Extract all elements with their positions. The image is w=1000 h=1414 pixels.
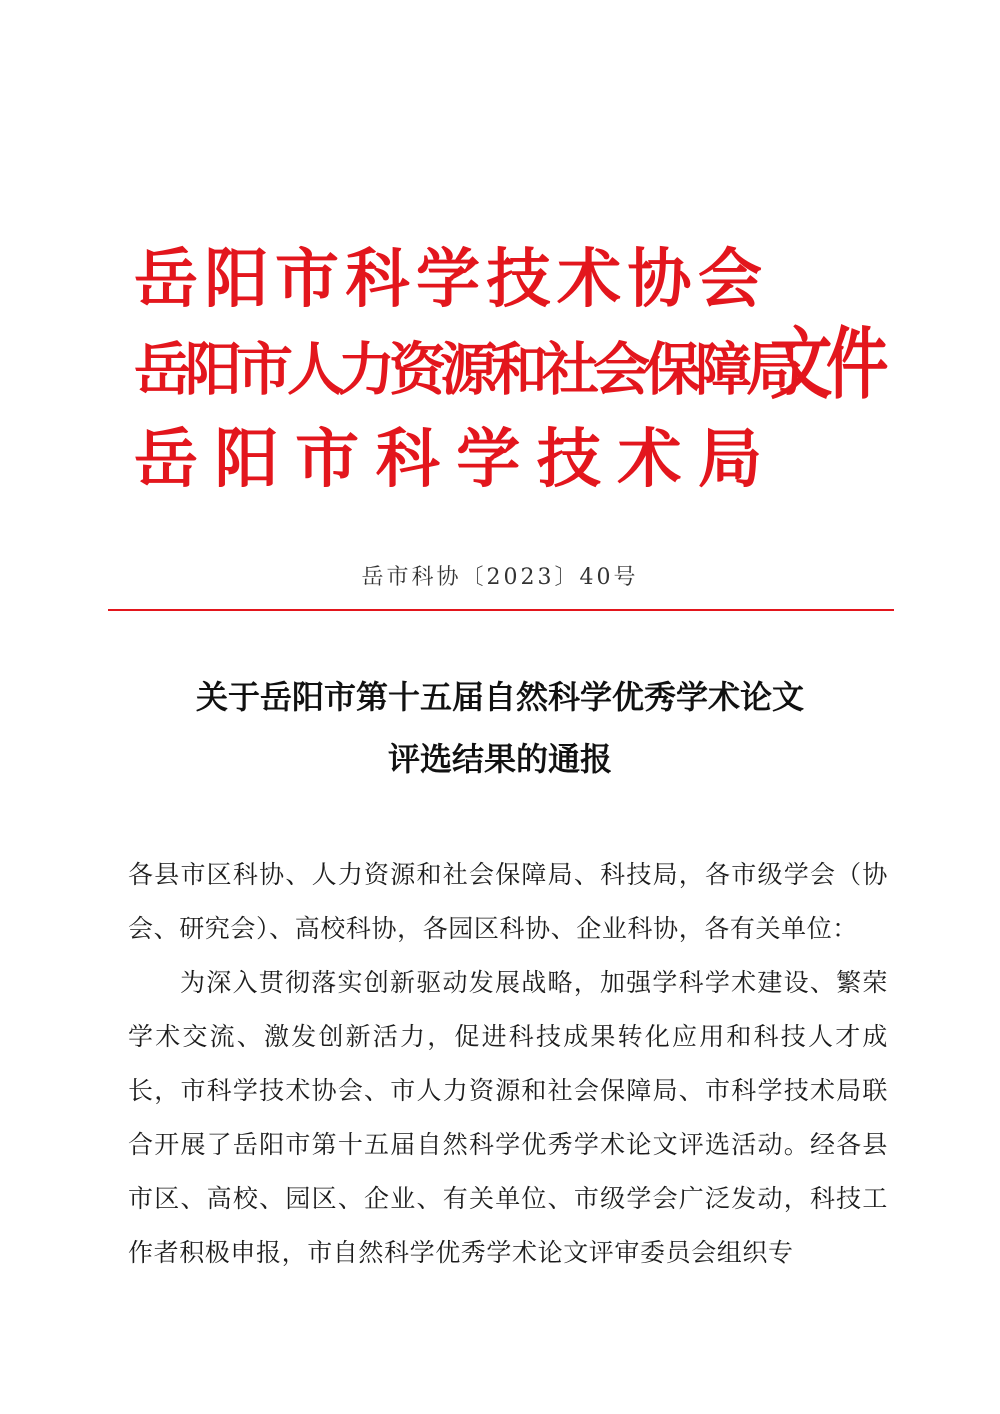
issuer-human-resources-bureau: 岳阳市人力资源和社会保障局 bbox=[134, 337, 797, 403]
salutation: 各县市区科协、人力资源和社会保障局、科技局，各市级学会（协会、研究会）、高校科协，各园区科协、企业科协，各有关单位： bbox=[128, 860, 888, 943]
document-title-line2: 评选结果的通报 bbox=[387, 740, 612, 778]
document-title-line1: 关于岳阳市第十五届自然科学优秀学术论文 bbox=[195, 678, 804, 716]
document-suffix: 文件 bbox=[770, 320, 883, 410]
body-paragraph: 为深入贯彻落实创新驱动发展战略，加强学科学术建设、繁荣学术交流、激发创新活力，促进科技成果转化应用和科技人才成长，市科学技术协会、市人力资源和社会保障局、市科学技术局联合开展了岳阳市第十五届自然科学优秀学术论文评选活动。经各县市区、高校、园区、企业、有关单位、市级学会广泛发动，科技工作者积极申报，市自然科学优秀学术论文评审委员会组织专 bbox=[128, 968, 888, 1267]
issuer-science-technology-bureau: 岳 阳 市 科 学 技 术 局 bbox=[134, 423, 762, 497]
red-divider bbox=[108, 609, 894, 611]
document-number: 岳市科协〔2023〕40号 bbox=[361, 565, 639, 590]
document-body bbox=[128, 848, 888, 1280]
issuer-science-association: 岳 阳 市 科 学 技 术 协 会 bbox=[134, 243, 762, 317]
red-masthead bbox=[134, 236, 883, 516]
